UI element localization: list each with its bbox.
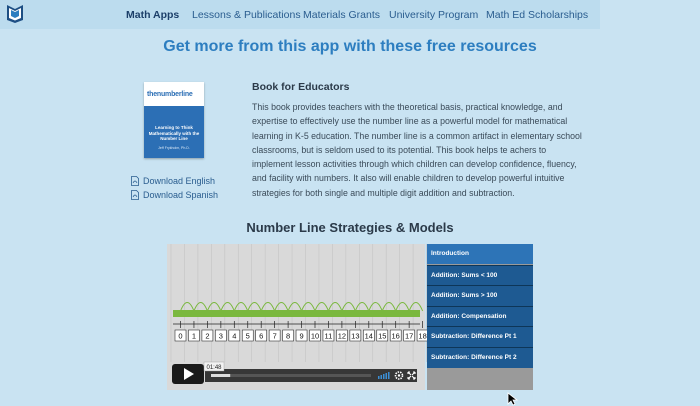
- logo-icon[interactable]: [6, 3, 24, 23]
- top-navbar: [0, 0, 600, 29]
- book-cover[interactable]: [144, 82, 204, 158]
- number-label: 12: [337, 331, 347, 341]
- number-label: 6: [259, 331, 264, 341]
- jump-arc: [261, 303, 274, 312]
- jump-arc: [355, 303, 368, 312]
- nav-lessons-publications[interactable]: Lessons & Publications: [192, 9, 301, 21]
- jump-arc: [396, 303, 409, 312]
- jump-arc: [234, 303, 247, 312]
- number-label: 9: [299, 331, 304, 341]
- number-label: 8: [286, 331, 291, 341]
- mouse-cursor-icon: [507, 392, 519, 406]
- number-label: 14: [364, 331, 373, 341]
- playlist-item-difference-pt2[interactable]: Subtraction: Difference Pt 2: [427, 347, 533, 368]
- jump-arc: [342, 303, 355, 312]
- number-label: 3: [218, 331, 223, 341]
- playlist-item-sums-gt-100[interactable]: Addition: Sums > 100: [427, 285, 533, 306]
- jump-arc: [409, 303, 422, 312]
- download-spanish-label: Download Spanish: [143, 190, 219, 200]
- number-label: 1: [191, 331, 197, 341]
- number-label: 16: [391, 331, 400, 341]
- number-label: 13: [351, 331, 360, 341]
- download-english-label: Download English: [143, 176, 216, 186]
- playlist-item-compensation[interactable]: Addition: Compensation: [427, 306, 533, 327]
- pdf-icon: [131, 190, 139, 200]
- jump-arc: [369, 303, 382, 312]
- page-title: Get more from this app with these free resources: [163, 38, 537, 55]
- download-spanish-link[interactable]: [131, 190, 218, 200]
- jump-arc: [248, 303, 261, 312]
- playlist-item-difference-pt1[interactable]: Subtraction: Difference Pt 1: [427, 326, 533, 347]
- number-label: 7: [272, 331, 277, 341]
- number-line-bar: [173, 310, 420, 317]
- time-label: 01:48: [206, 365, 222, 371]
- number-label: 17: [404, 331, 414, 341]
- nav-materials-grants[interactable]: Materials Grants: [303, 9, 381, 21]
- nav-math-apps[interactable]: Math Apps: [126, 9, 180, 21]
- pdf-icon: [131, 176, 139, 186]
- section-title-row: [0, 219, 700, 237]
- cover-title: Learning to Think Mathematically with the Number Line: [148, 125, 200, 141]
- number-label: 10: [310, 331, 320, 341]
- jump-arc: [207, 303, 220, 312]
- cover-author: Jeff Frykholm, Ph.D.: [158, 146, 190, 150]
- download-english-link[interactable]: [131, 176, 215, 186]
- jump-arc: [181, 303, 194, 312]
- video-player[interactable]: [167, 244, 425, 390]
- jump-arc: [328, 303, 341, 312]
- jump-arc: [315, 303, 328, 312]
- number-label: 5: [245, 331, 250, 341]
- book-title: Book for Educators: [252, 81, 350, 93]
- jump-arc: [288, 303, 301, 312]
- jump-arc: [382, 303, 395, 312]
- cover-brand: thenumberline: [147, 91, 193, 98]
- number-label: 2: [205, 331, 210, 341]
- number-label: 15: [378, 331, 387, 341]
- jump-arc: [194, 303, 207, 312]
- jump-arc: [221, 303, 234, 312]
- number-label: 0: [178, 331, 183, 341]
- progress-fill: [211, 374, 230, 377]
- playlist-item-sums-lt-100[interactable]: Addition: Sums < 100: [427, 265, 533, 286]
- section-title: Number Line Strategies & Models: [246, 220, 454, 235]
- number-label: 11: [324, 331, 333, 341]
- video-playlist: [427, 244, 533, 390]
- number-label: 4: [232, 331, 237, 341]
- number-label: 18: [418, 331, 427, 341]
- page-title-row: [0, 38, 700, 56]
- video-frame[interactable]: [167, 244, 425, 390]
- playlist-item-introduction[interactable]: Introduction: [427, 244, 533, 264]
- jump-arc: [275, 303, 288, 312]
- book-description: This book provides teachers with the theoretical basis, practical knowledge, and expertise to effectively use the number line as a powerful model for mathematical learning in K-5 education. The number line is a common artifact in elementary school classrooms, but is seldom used to its potential. This book helps te achers to implement lesson activities through which children can develop confidence, fluency, and facility with numbers. It also will enable children to develop powerful intuitive strategies for both single and multiple digit addition and subtraction.: [252, 102, 582, 198]
- nav-university-program[interactable]: University Program: [389, 9, 479, 21]
- progress-track[interactable]: [211, 374, 371, 377]
- jump-arc: [302, 303, 315, 312]
- nav-math-ed-scholarships[interactable]: Math Ed Scholarships: [486, 9, 589, 21]
